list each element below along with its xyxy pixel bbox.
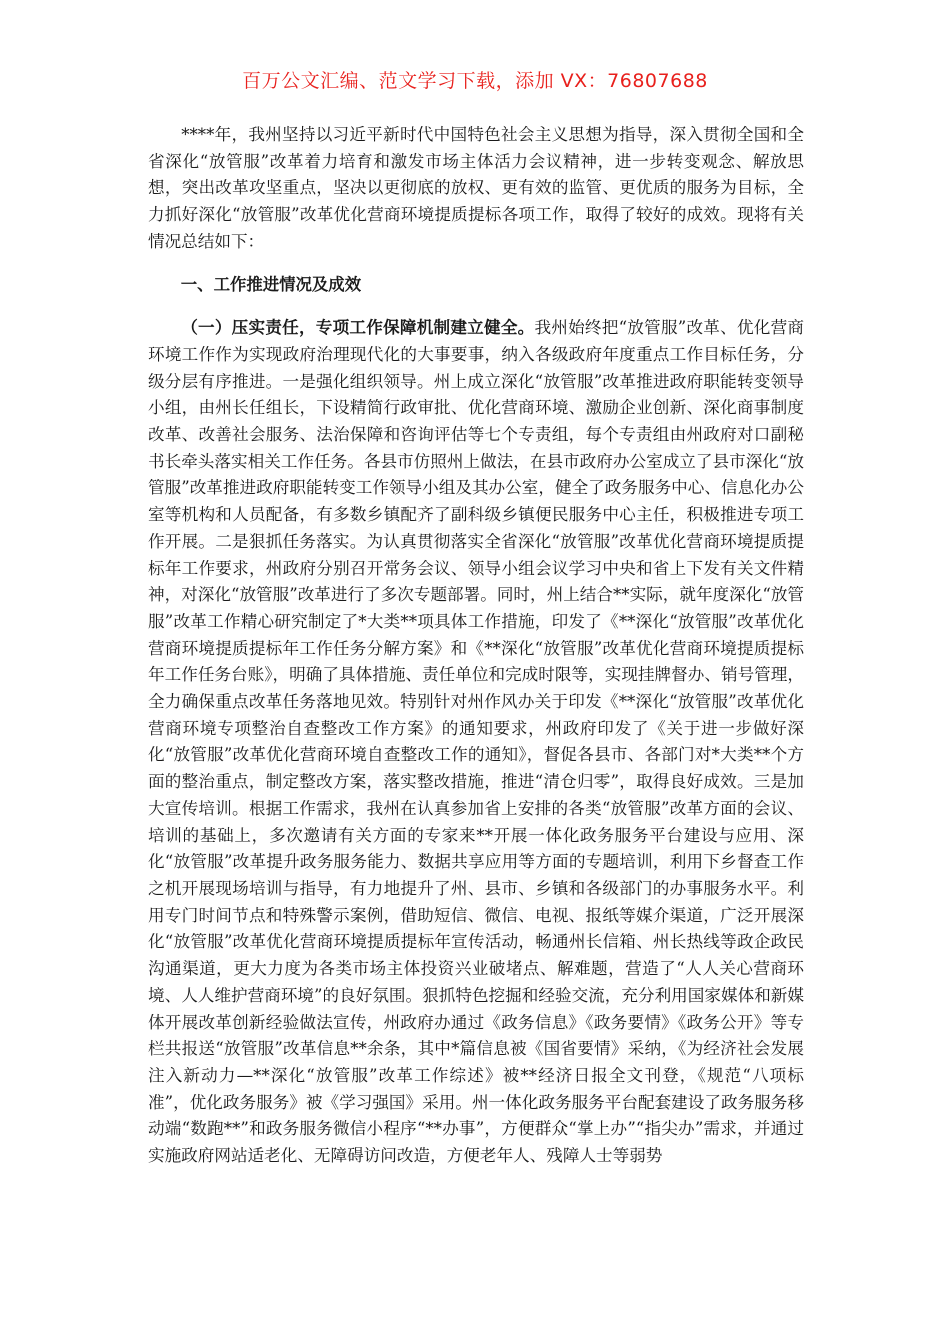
subsection-body: 我州始终把“放管服”改革、优化营商环境工作作为实现政府治理现代化的大事要事，纳入各级政府年度重点工作目标任务，分级分层有序推进。一是强化组织领导。州上成立深化“放管服”改革推进政府职能转变领导小组，由州长任组长，下设精简行政审批、优化营商环境、激励企业创新、深化商事制度改革、改善社会服务、法治保障和咨询评估等七个专责组，每个专责组由州政府对口副秘书长牵头落实相关工作任务。各县市仿照州上做法，在县市政府办公室成立了县市深化“放管服”改革推进政府职能转变工作领导小组及其办公室，健全了政务服务中心、信息化办公室等机构和人员配备，有多数乡镇配齐了副科级乡镇便民服务中心主任，积极推进专项工作开展。二是狠抓任务落实。为认真贯彻落实全省深化“放管服”改革优化营商环境提质提标年工作要求，州政府分别召开常务会议、领导小组会议学习中央和省上下发有关文件精神，对深化“放管服”改革进行了多次专题部署。同时，州上结合**实际，就年度深化“放管服”改革工作精心研究制定了*大类**项具体工作措施，印发了《**深化“放管服”改革优化营商环境提质提标年工作任务分解方案》和《**深化“放管服”改革优化营商环境提质提标年工作任务台账》，明确了具体措施、责任单位和完成时限等，实现挂牌督办、销号管理，全力确保重点改革任务落地见效。特别针对州作风办关于印发《**深化“放管服”改革优化营商环境专项整治自查整改工作方案》的通知要求，州政府印发了《关于进一步做好深化“放管服”改革优化营商环境自查整改工作的通知》，督促各县市、各部门对*大类**个方面的整治重点，制定整改方案，落实整改措施，推进“清仓归零”，取得良好成效。三是加大宣传培训。根据工作需求，我州在认真参加省上安排的各类“放管服”改革方面的会议、培训的基础上，多次邀请有关方面的专家来**开展一体化政务服务平台建设与应用、深化“放管服”改革提升政务服务能力、数据共享应用等方面的专题培训，利用下乡督查工作之机开展现场培训与指导，有力地提升了州、县市、乡镇和各级部门的办事服务水平。利用专门时间节点和特殊警示案例，借助短信、微信、电视、报纸等媒介渠道，广泛开展深化“放管服”改革优化营商环境提质提标年宣传活动，畅通州长信箱、州长热线等政企政民沟通渠道，更大力度为各类市场主体投资兴业破堵点、解难题，营造了“人人关心营商环境、人人维护营商环境”的良好氛围。狠抓特色挖掘和经验交流，充分利用国家媒体和新媒体开展改革创新经验做法宣传，州政府办通过《政务信息》《政务要情》《政务公开》等专栏共报送“放管服”改革信息**余条，其中*篇信息被《国省要情》采纳，《为经济社会发展注入新动力—**深化“放管服”改革工作综述》被**经济日报全文刊登，《规范“八项标准”，优化政务服务》被《学习强国》采用。州一体化政务服务平台配套建设了政务服务移动端“数跑**”和政务服务微信小程序“**办事”，方便群众“掌上办”“指尖办”需求，并通过实施政府网站适老化、无障碍访问改造，方便老年人、残障人士等弱势 <box>148 318 805 1166</box>
subsection-paragraph <box>148 314 804 1170</box>
subsection-heading: （一）压实责任，专项工作保障机制建立健全。 <box>181 317 535 338</box>
section-heading: 一、工作推进情况及成效 <box>180 274 362 294</box>
intro-paragraph: ****年，我州坚持以习近平新时代中国特色社会主义思想为指导，深入贯彻全国和全省深化“放管服”改革着力培育和激发市场主体活力会议精神，进一步转变观念、解放思想，突出改革攻坚重点，坚决以更彻底的放权、更有效的监管、更优质的服务为目标，全力抓好深化“放管服”改革优化营商环境提质提标各项工作，取得了较好的成效。现将有关情况总结如下： <box>148 125 804 251</box>
document-body <box>148 122 804 1170</box>
header-banner: 百万公文汇编、范文学习下载，添加 VX：76807688 <box>242 70 708 92</box>
